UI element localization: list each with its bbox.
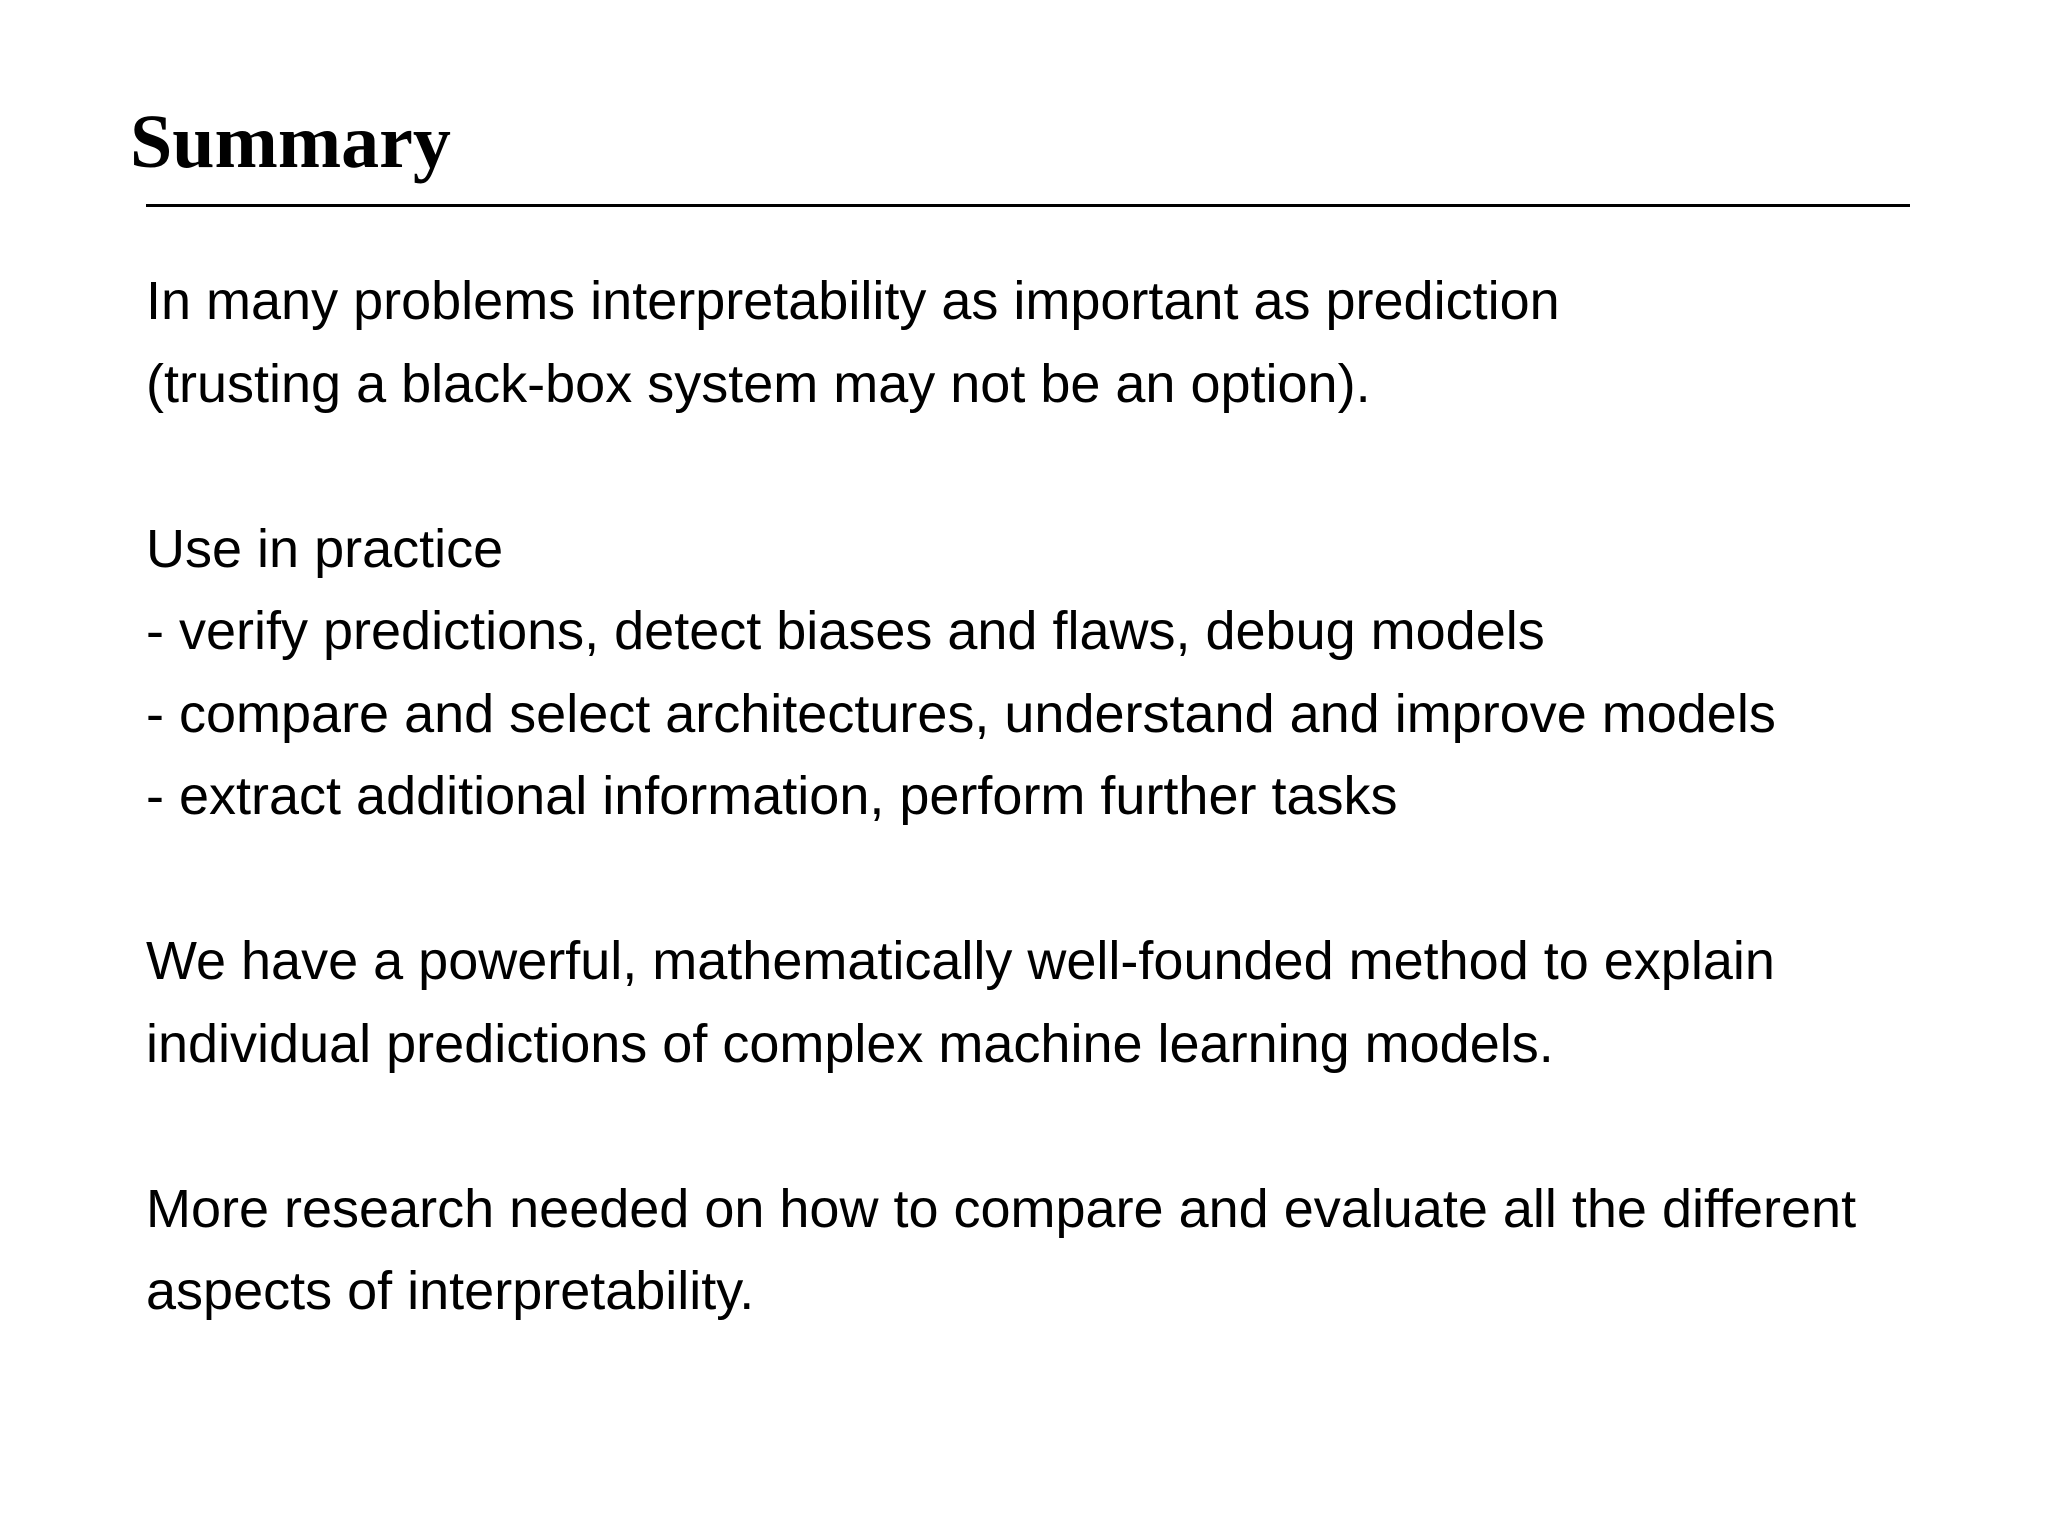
paragraph-gap [146, 1085, 2026, 1168]
method-line: We have a powerful, mathematically well-founded method to explain [146, 931, 1775, 991]
practice-heading: Use in practice [146, 518, 504, 579]
practice-item: - verify predictions, detect biases and flaws, debug models [146, 601, 1545, 661]
paragraph-gap [146, 425, 2026, 508]
intro-paragraph [146, 260, 2026, 425]
method-paragraph [146, 920, 2026, 1085]
paragraph-gap [146, 838, 2026, 921]
slide-body [146, 260, 2026, 1333]
research-line: More research needed on how to compare and evaluate all the different [146, 1178, 1857, 1239]
intro-line: In many problems interpretability as important as prediction [146, 271, 1560, 331]
method-line: individual predictions of complex machine learning models. [146, 1013, 1554, 1074]
research-line: aspects of interpretability. [146, 1261, 755, 1321]
intro-line: (trusting a black-box system may not be an option). [146, 353, 1371, 414]
research-paragraph [146, 1168, 2026, 1333]
practice-item: - extract additional information, perform further tasks [146, 766, 1398, 826]
practice-section [146, 508, 2026, 838]
slide-title: Summary [130, 100, 451, 184]
practice-item: - compare and select architectures, understand and improve models [146, 683, 1776, 744]
title-underline [146, 204, 1910, 207]
